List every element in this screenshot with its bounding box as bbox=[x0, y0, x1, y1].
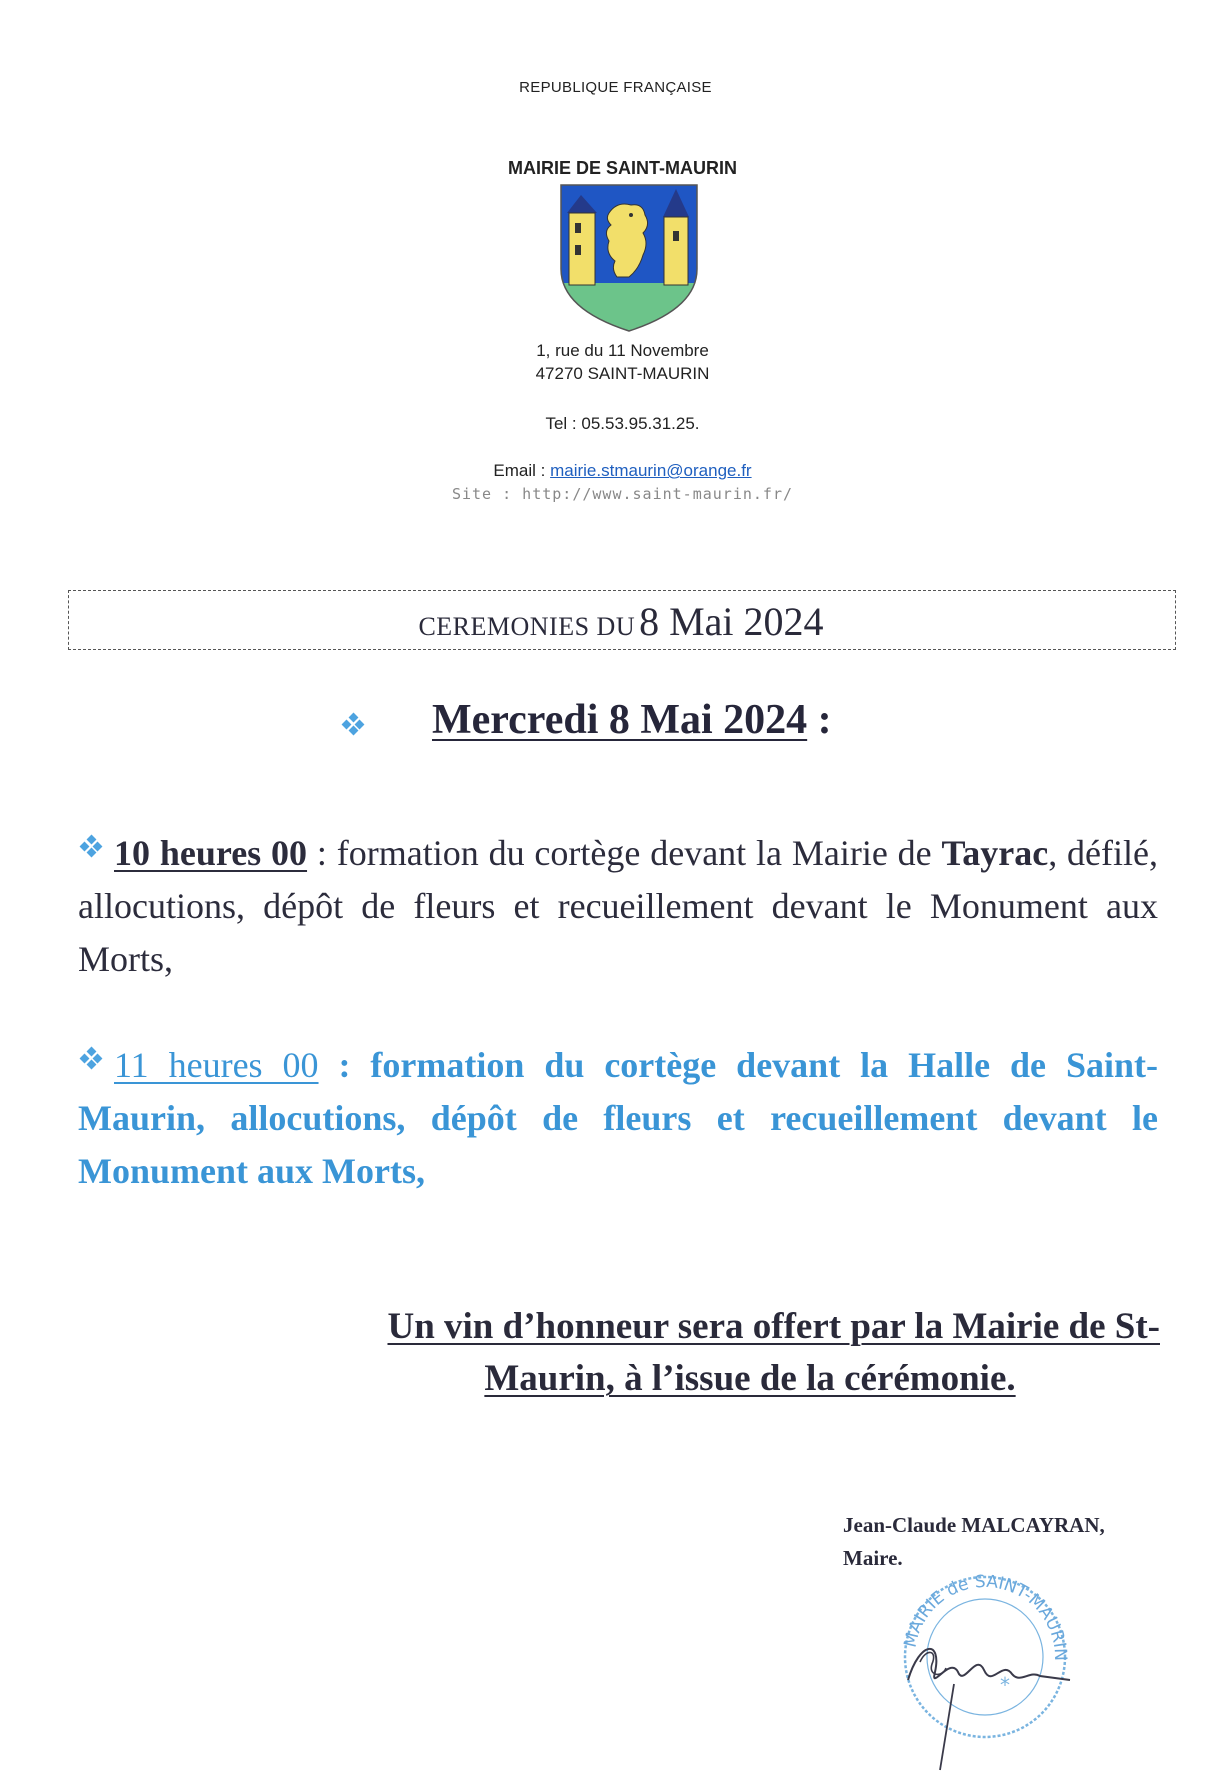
closing-note bbox=[190, 1301, 1160, 1405]
address-line2: 47270 SAINT-MAURIN bbox=[535, 364, 710, 383]
event-time: 11 heures 00 bbox=[114, 1045, 319, 1085]
email-label: Email : bbox=[493, 461, 546, 480]
event-place: Tayrac bbox=[941, 833, 1049, 873]
date-heading-text: Mercredi 8 Mai 2024 bbox=[432, 697, 808, 743]
telephone: Tel : 05.53.95.31.25. bbox=[545, 414, 700, 433]
mairie-title: MAIRIE DE SAINT-MAURIN bbox=[508, 158, 737, 178]
diamond-bullet-icon bbox=[78, 831, 112, 861]
event-text: : formation du cortège devant la Halle de Saint-Maurin, allocutions, dépôt de fleurs et recueillement devant le Monument aux Morts, bbox=[78, 1045, 1159, 1191]
date-heading-colon: : bbox=[807, 697, 832, 743]
website-line: Site : http://www.saint-maurin.fr/ bbox=[451, 485, 794, 503]
closing-line1: Un vin d’honneur sera offert par la Mairie de St- bbox=[387, 1306, 1160, 1347]
svg-text:MAIRIE de SAINT-MAURIN: MAIRIE de SAINT-MAURIN bbox=[900, 1571, 1071, 1662]
signer-title: Maire. bbox=[843, 1546, 903, 1570]
signer-name: Jean-Claude MALCAYRAN, bbox=[843, 1513, 1105, 1537]
event-paragraph-1 bbox=[78, 827, 1158, 986]
banner-label: CEREMONIES DU bbox=[418, 612, 636, 641]
closing-line2: Maurin, à l’issue de la cérémonie. bbox=[484, 1358, 1016, 1399]
diamond-bullet-icon bbox=[78, 1043, 112, 1073]
event-time: 10 heures 00 bbox=[114, 833, 308, 873]
event-separator: : bbox=[307, 833, 337, 873]
official-stamp-signature bbox=[880, 1552, 1090, 1772]
diamond-bullet-icon bbox=[342, 713, 364, 735]
email-link[interactable]: mairie.stmaurin@orange.fr bbox=[550, 461, 752, 480]
date-heading bbox=[432, 696, 832, 744]
svg-text:*: * bbox=[1000, 1673, 1010, 1697]
event-paragraph-2 bbox=[78, 1039, 1158, 1198]
address-line1: 1, rue du 11 Novembre bbox=[536, 341, 709, 360]
event-text-b: , défilé, allocutions, dépôt de fleurs et recueillement devant le Monument aux Morts, bbox=[78, 833, 1158, 979]
coat-of-arms-logo bbox=[559, 183, 699, 333]
email-line bbox=[0, 461, 1231, 481]
banner-date: 8 Mai 2024 bbox=[639, 599, 824, 644]
ceremonies-banner bbox=[68, 598, 1174, 645]
republique-header: REPUBLIQUE FRANÇAISE bbox=[519, 79, 712, 96]
event-text-a: formation du cortège devant la Mairie de bbox=[336, 833, 942, 873]
